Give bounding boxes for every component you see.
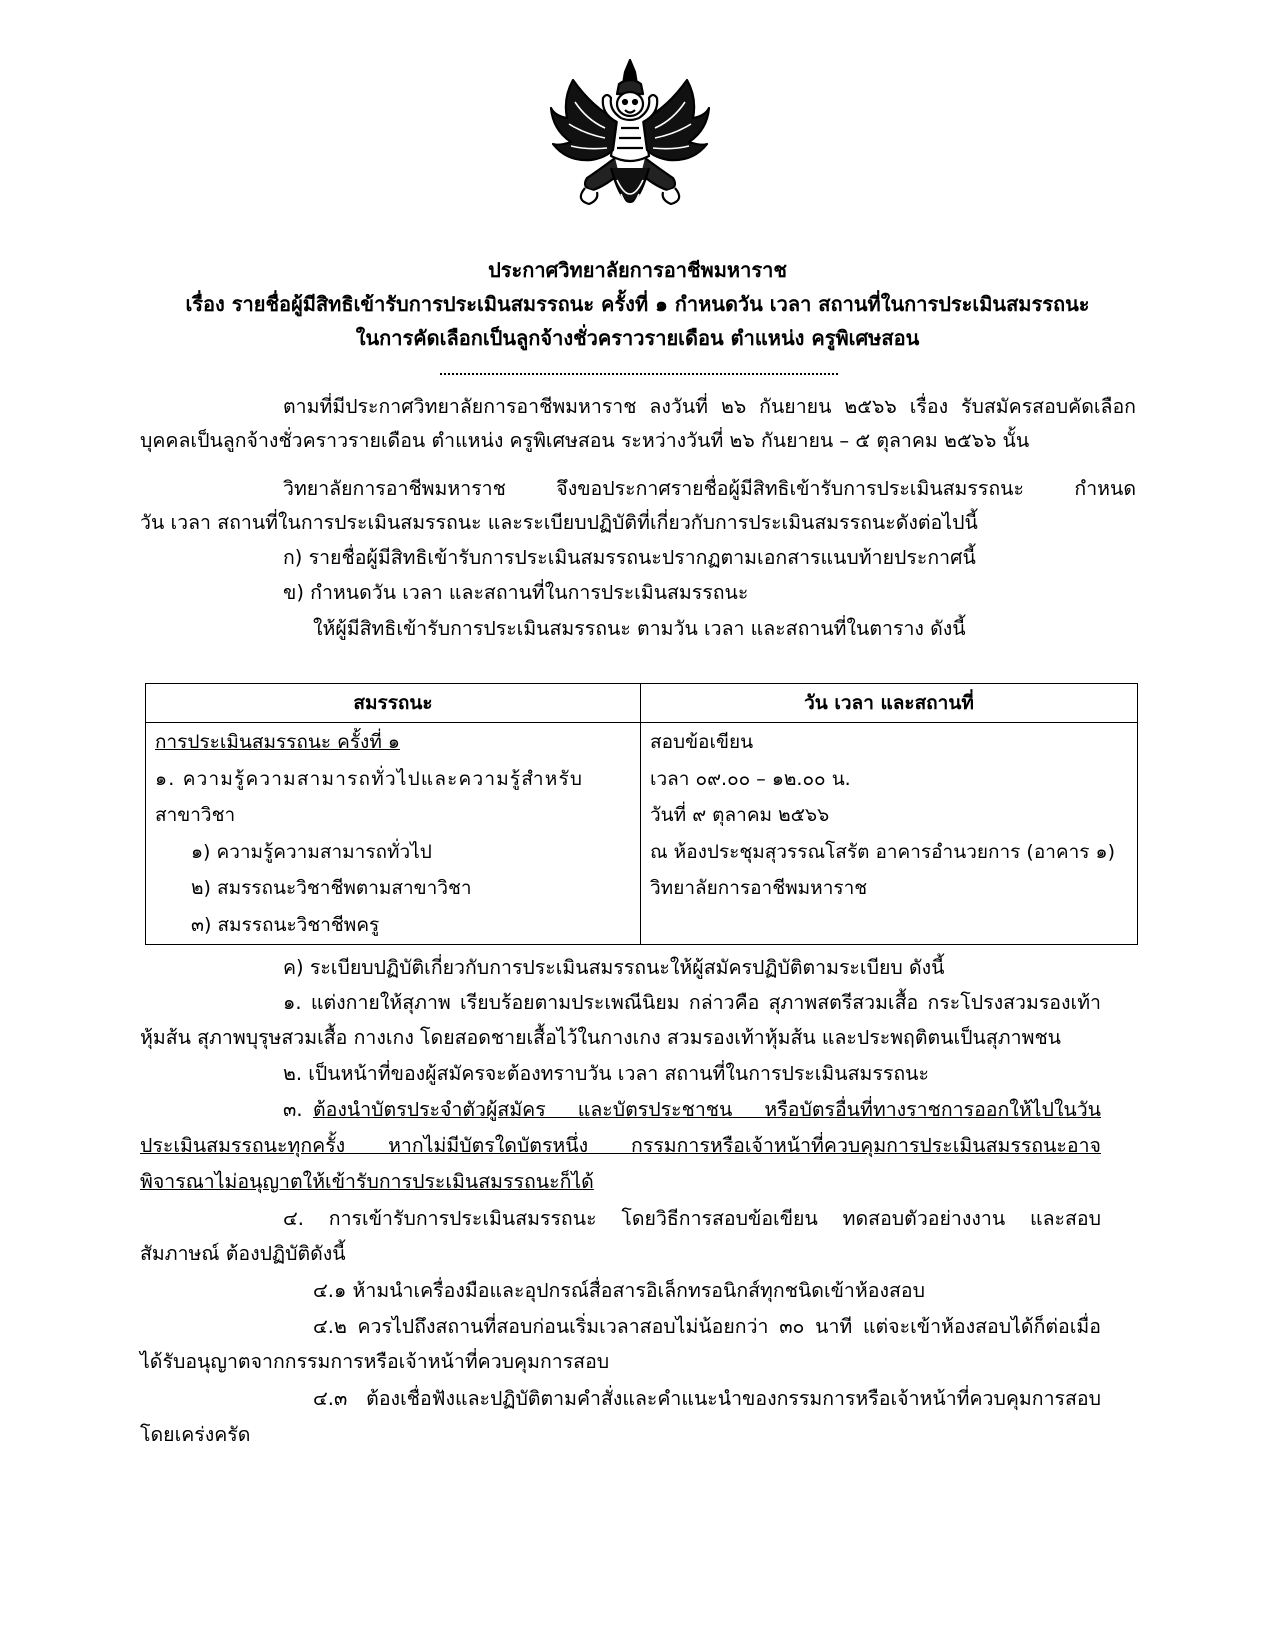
item-a: ก) รายชื่อผู้มีสิทธิเข้ารับการประเมินสมรรถนะปรากฏตามเอกสารแนบท้ายประกาศนี้: [283, 546, 976, 569]
rule-4-3-line1: ๔.๓ ต้องเชื่อฟังและปฏิบัติตามคำสั่งและคำแนะนำของกรรมการหรือเจ้าหน้าที่ควบคุมการสอบ: [313, 1387, 1101, 1410]
rule-3-line2: ประเมินสมรรถนะทุกครั้ง หากไม่มีบัตรใดบัตรหนึ่ง กรรมการหรือเจ้าหน้าที่ควบคุมการประเมินสมรรถนะอาจ: [140, 1134, 1101, 1157]
competency-heading: การประเมินสมรรถนะ ครั้งที่ ๑: [155, 731, 400, 753]
title-line-2: เรื่อง รายชื่อผู้มีสิทธิเข้ารับการประเมินสมรรถนะ ครั้งที่ ๑ กำหนดวัน เวลา สถานที่ในการประเมินสมรรถนะ: [185, 292, 1090, 316]
rules-heading: ค) ระเบียบปฏิบัติเกี่ยวกับการประเมินสมรรถนะให้ผู้สมัครปฏิบัติตามระเบียบ ดังนี้: [283, 956, 945, 979]
title-line-3: ในการคัดเลือกเป็นลูกจ้างชั่วคราวรายเดือน ตำแหน่ง ครูพิเศษสอน: [355, 326, 920, 350]
header-competency: สมรรถนะ: [146, 684, 641, 723]
title-line-1: ประกาศวิทยาลัยการอาชีพมหาราช: [488, 258, 787, 282]
intro-p1-line2: บุคคลเป็นลูกจ้างชั่วคราวรายเดือน ตำแหน่ง ครูพิเศษสอน ระหว่างวันที่ ๒๖ กันยายน – ๕ ตุลาคม ๒๕๖๖ นั้น: [140, 429, 1030, 452]
rule-4-line1: ๔. การเข้ารับการประเมินสมรรถนะ โดยวิธีการสอบข้อเขียน ทดสอบตัวอย่างงาน และสอบ: [283, 1207, 1101, 1230]
rule-3-number: ๓.: [283, 1098, 303, 1121]
table-row: [146, 723, 1138, 945]
competency-item-1-cont: สาขาวิชา: [155, 804, 236, 826]
item-b-sub: ให้ผู้มีสิทธิเข้ารับการประเมินสมรรถนะ ตามวัน เวลา และสถานที่ในตาราง ดังนี้: [313, 617, 966, 640]
rule-4-2-line2: ได้รับอนุญาตจากกรรมการหรือเจ้าหน้าที่ควบคุมการสอบ: [140, 1350, 610, 1373]
item-b: ข) กำหนดวัน เวลา และสถานที่ในการประเมินสมรรถนะ: [283, 581, 749, 604]
intro-p1-line1: ตามที่มีประกาศวิทยาลัยการอาชีพมหาราช ลงวันที่ ๒๖ กันยายน ๒๕๖๖ เรื่อง รับสมัครสอบคัดเลือก: [283, 395, 1136, 418]
exam-institution: วิทยาลัยการอาชีพมหาราช: [650, 877, 868, 899]
exam-time: เวลา ๐๙.๐๐ – ๑๒.๐๐ น.: [650, 767, 851, 790]
competency-cell: [146, 723, 641, 945]
header-datetime-place: วัน เวลา และสถานที่: [641, 684, 1138, 723]
announcement-title: [140, 253, 1135, 355]
exam-room: ณ ห้องประชุมสุวรรณโสรัต อาคารอำนวยการ (อาคาร ๑): [650, 840, 1115, 863]
table-header-row: [146, 684, 1138, 723]
rule-3-line3: พิจารณาไม่อนุญาตให้เข้ารับการประเมินสมรรถนะก็ได้: [140, 1170, 594, 1193]
competency-sub-2: ๒) สมรรถนะวิชาชีพตามสาขาวิชา: [191, 877, 472, 899]
exam-type: สอบข้อเขียน: [650, 731, 754, 753]
garuda-emblem-icon: [545, 58, 715, 236]
rule-4-3-line2: โดยเคร่งครัด: [140, 1423, 251, 1446]
rule-4-1: ๔.๑ ห้ามนำเครื่องมือและอุปกรณ์สื่อสารอิเล็กทรอนิกส์ทุกชนิดเข้าห้องสอบ: [313, 1279, 925, 1302]
competency-sub-1: ๑) ความรู้ความสามารถทั่วไป: [191, 840, 432, 863]
intro-p2-line1: วิทยาลัยการอาชีพมหาราช จึงขอประกาศรายชื่อผู้มีสิทธิเข้ารับการประเมินสมรรถนะ กำหนด: [283, 477, 1136, 500]
dotted-divider: [440, 373, 838, 375]
rule-3-line1: ต้องนำบัตรประจำตัวผู้สมัคร และบัตรประชาชน หรือบัตรอื่นที่ทางราชการออกให้ไปในวัน: [313, 1098, 1101, 1121]
rule-4-line2: สัมภาษณ์ ต้องปฏิบัติดังนี้: [140, 1242, 346, 1265]
exam-date: วันที่ ๙ ตุลาคม ๒๕๖๖: [650, 804, 830, 826]
intro-p2-line2: วัน เวลา สถานที่ในการประเมินสมรรถนะ และระเบียบปฏิบัติที่เกี่ยวกับการประเมินสมรรถนะดังต่อไปนี้: [140, 511, 978, 534]
datetime-place-cell: [641, 723, 1138, 945]
competency-sub-3: ๓) สมรรถนะวิชาชีพครู: [191, 913, 380, 936]
rule-1-line2: หุ้มส้น สุภาพบุรุษสวมเสื้อ กางเกง โดยสอดชายเสื้อไว้ในกางเกง สวมรองเท้าหุ้มส้น และประพฤติตนเป็นสุภาพชน: [140, 1026, 1062, 1049]
rule-2: ๒. เป็นหน้าที่ของผู้สมัครจะต้องทราบวัน เวลา สถานที่ในการประเมินสมรรถนะ: [283, 1062, 929, 1085]
rule-4-2-line1: ๔.๒ ควรไปถึงสถานที่สอบก่อนเริ่มเวลาสอบไม่น้อยกว่า ๓๐ นาที แต่จะเข้าห้องสอบได้ก็ต่อเมื่อ: [313, 1315, 1101, 1338]
rule-1-line1: ๑. แต่งกายให้สุภาพ เรียบร้อยตามประเพณีนิยม กล่าวคือ สุภาพสตรีสวมเสื้อ กระโปรงสวมรองเท้า: [283, 991, 1101, 1014]
schedule-table: [145, 683, 1138, 945]
competency-item-1: ๑. ความรู้ความสามารถทั่วไปและความรู้สำหรับ: [155, 767, 584, 790]
